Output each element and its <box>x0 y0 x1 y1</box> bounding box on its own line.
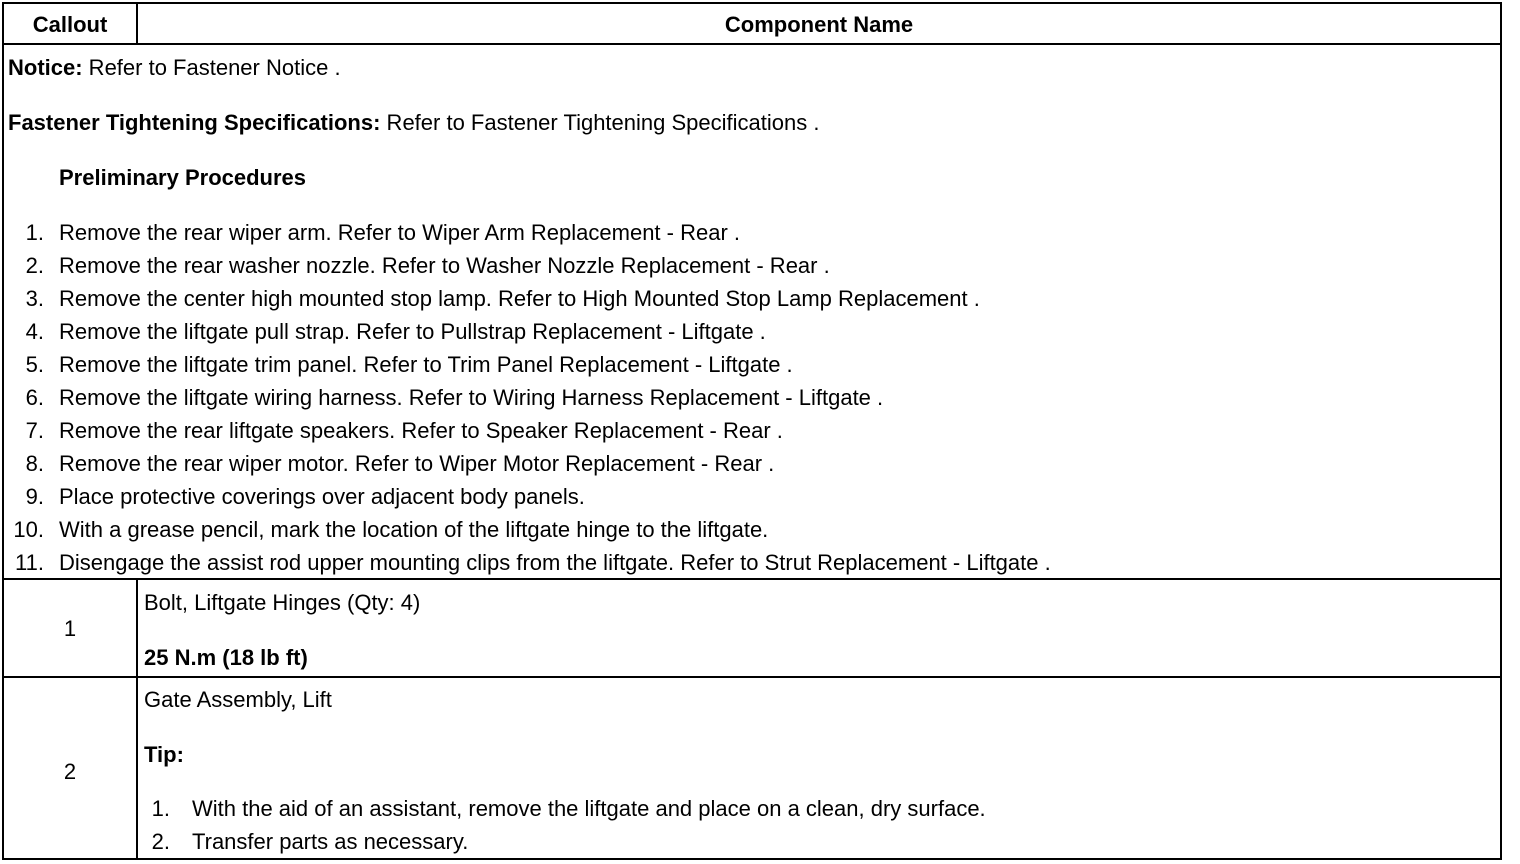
component-cell <box>138 678 1500 858</box>
step-text: Remove the rear washer nozzle. Refer to Washer Nozzle Replacement - Rear . <box>59 253 830 278</box>
step-text: Remove the rear wiper arm. Refer to Wiper Arm Replacement - Rear . <box>59 220 741 245</box>
step-text: Remove the rear liftgate speakers. Refer to Speaker Replacement - Rear . <box>59 418 783 443</box>
list-item <box>144 825 469 858</box>
list-item <box>4 216 741 249</box>
callout-number: 2 <box>63 759 77 784</box>
step-number: 1. <box>151 796 170 821</box>
notice-label: Notice: <box>8 55 83 80</box>
tip-label: Tip: <box>144 742 184 767</box>
step-text: Remove the liftgate wiring harness. Refer to Wiring Harness Replacement - Liftgate . <box>59 385 884 410</box>
step-text: Disengage the assist rod upper mounting clips from the liftgate. Refer to Strut Replacement - Liftgate . <box>59 550 1051 575</box>
callout-header: Callout <box>4 4 138 43</box>
step-text: Remove the rear wiper motor. Refer to Wiper Motor Replacement - Rear . <box>59 451 775 476</box>
list-item <box>4 348 793 381</box>
table-row <box>4 580 1500 678</box>
procedure-notes <box>4 45 1500 580</box>
step-number: 8. <box>25 451 44 476</box>
step-text: Remove the liftgate trim panel. Refer to Trim Panel Replacement - Liftgate . <box>59 352 793 377</box>
step-number: 6. <box>25 385 44 410</box>
fastener-specs-label: Fastener Tightening Specifications: <box>8 110 381 135</box>
step-number: 10. <box>13 517 44 542</box>
list-item <box>4 381 884 414</box>
tip-steps-list <box>144 792 986 858</box>
step-number: 5. <box>25 352 44 377</box>
step-number: 4. <box>25 319 44 344</box>
callout-number: 1 <box>63 616 77 641</box>
list-item <box>4 315 766 348</box>
step-number: 9. <box>25 484 44 509</box>
list-item <box>4 513 769 546</box>
step-text: Remove the liftgate pull strap. Refer to Pullstrap Replacement - Liftgate . <box>59 319 766 344</box>
callout-cell <box>4 678 138 858</box>
step-number: 2. <box>151 829 170 854</box>
step-number: 11. <box>15 550 44 575</box>
component-name: Gate Assembly, Lift <box>144 687 332 712</box>
step-number: 1. <box>25 220 44 245</box>
list-item <box>4 480 585 513</box>
step-text: Place protective coverings over adjacent body panels. <box>59 484 585 509</box>
table-row <box>4 678 1500 858</box>
component-cell <box>138 580 1500 676</box>
step-number: 7. <box>25 418 44 443</box>
preliminary-steps-list <box>4 216 1051 579</box>
table-header-row <box>4 4 1500 45</box>
step-number: 3. <box>25 286 44 311</box>
list-item <box>4 447 775 480</box>
callout-cell <box>4 580 138 676</box>
notice-text: Refer to Fastener Notice . <box>82 55 341 80</box>
component-table <box>2 2 1502 860</box>
list-item <box>4 546 1051 579</box>
torque-spec: 25 N.m (18 lb ft) <box>144 645 308 670</box>
list-item <box>4 414 783 447</box>
preliminary-heading: Preliminary Procedures <box>59 165 307 190</box>
list-item <box>4 282 980 315</box>
notice-line <box>8 55 341 81</box>
step-text: With a grease pencil, mark the location of the liftgate hinge to the liftgate. <box>59 517 769 542</box>
step-text: Transfer parts as necessary. <box>192 829 469 854</box>
list-item <box>144 792 986 825</box>
step-number: 2. <box>25 253 44 278</box>
fastener-specs-line <box>8 110 819 136</box>
step-text: Remove the center high mounted stop lamp. Refer to High Mounted Stop Lamp Replacement . <box>59 286 980 311</box>
component-name: Bolt, Liftgate Hinges (Qty: 4) <box>144 590 421 615</box>
fastener-specs-text: Refer to Fastener Tightening Specifications . <box>380 110 820 135</box>
component-name-header: Component Name <box>724 12 914 37</box>
step-text: With the aid of an assistant, remove the liftgate and place on a clean, dry surface. <box>192 796 986 821</box>
list-item <box>4 249 830 282</box>
